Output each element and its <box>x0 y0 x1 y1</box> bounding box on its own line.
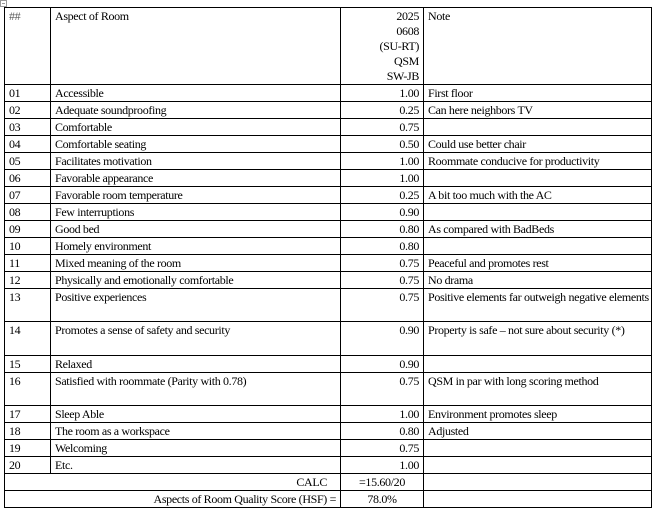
row-note <box>424 457 652 474</box>
header-aspect: Aspect of Room <box>51 8 341 85</box>
row-aspect: Homely environment <box>51 238 341 255</box>
header-note: Note <box>424 8 652 85</box>
table-row <box>5 221 652 238</box>
row-score: 0.25 <box>341 187 424 204</box>
row-score: 0.75 <box>341 440 424 457</box>
row-number: 13 <box>5 289 51 322</box>
row-aspect: Physically and emotionally comfortable <box>51 272 341 289</box>
table-row <box>5 406 652 423</box>
row-note: Can here neighbors TV <box>424 102 652 119</box>
table-row <box>5 356 652 373</box>
hsf-value: 78.0% <box>341 491 424 508</box>
row-note: Positive elements far outweigh negative elements <box>424 289 652 322</box>
row-score: 1.00 <box>341 153 424 170</box>
table-row <box>5 170 652 187</box>
calc-row <box>5 474 652 491</box>
table-row <box>5 238 652 255</box>
table-row <box>5 85 652 102</box>
row-aspect: Satisfied with roommate (Parity with 0.78) <box>51 373 341 406</box>
table-row <box>5 440 652 457</box>
row-note <box>424 119 652 136</box>
row-note: Environment promotes sleep <box>424 406 652 423</box>
table-row <box>5 119 652 136</box>
row-aspect: The room as a workspace <box>51 423 341 440</box>
row-score: 0.80 <box>341 221 424 238</box>
row-score: 0.75 <box>341 119 424 136</box>
row-score: 0.50 <box>341 136 424 153</box>
row-note: Could use better chair <box>424 136 652 153</box>
row-aspect: Relaxed <box>51 356 341 373</box>
table-row <box>5 322 652 356</box>
row-note: A bit too much with the AC <box>424 187 652 204</box>
row-aspect: Mixed meaning of the room <box>51 255 341 272</box>
row-note: Roommate conducive for productivity <box>424 153 652 170</box>
row-aspect: Favorable appearance <box>51 170 341 187</box>
row-aspect: Facilitates motivation <box>51 153 341 170</box>
row-note: Property is safe – not sure about security (*) <box>424 322 652 356</box>
row-aspect: Comfortable seating <box>51 136 341 153</box>
header-number: ## <box>5 8 51 85</box>
row-note <box>424 440 652 457</box>
calc-label: CALC <box>5 474 341 491</box>
calc-note <box>424 474 652 491</box>
table-row <box>5 255 652 272</box>
row-number: 01 <box>5 85 51 102</box>
header-score-line: 0608 <box>396 24 419 38</box>
row-score: 0.75 <box>341 255 424 272</box>
row-number: 04 <box>5 136 51 153</box>
row-aspect: Favorable room temperature <box>51 187 341 204</box>
row-number: 20 <box>5 457 51 474</box>
row-score: 0.90 <box>341 356 424 373</box>
row-number: 15 <box>5 356 51 373</box>
calc-value: =15.60/20 <box>341 474 424 491</box>
row-note: First floor <box>424 85 652 102</box>
row-score: 0.80 <box>341 238 424 255</box>
table-row <box>5 423 652 440</box>
row-number: 16 <box>5 373 51 406</box>
row-note: Adjusted <box>424 423 652 440</box>
row-number: 10 <box>5 238 51 255</box>
row-score: 0.75 <box>341 272 424 289</box>
row-number: 09 <box>5 221 51 238</box>
row-number: 08 <box>5 204 51 221</box>
row-score: 1.00 <box>341 170 424 187</box>
table-row <box>5 102 652 119</box>
row-score: 0.75 <box>341 373 424 406</box>
table-row <box>5 204 652 221</box>
row-aspect: Sleep Able <box>51 406 341 423</box>
row-number: 07 <box>5 187 51 204</box>
row-aspect: Good bed <box>51 221 341 238</box>
row-score: 0.75 <box>341 289 424 322</box>
row-number: 02 <box>5 102 51 119</box>
document-anchor-icon <box>0 0 7 7</box>
row-note: Peaceful and promotes rest <box>424 255 652 272</box>
row-score: 0.90 <box>341 322 424 356</box>
row-number: 05 <box>5 153 51 170</box>
row-note <box>424 204 652 221</box>
row-aspect: Welcoming <box>51 440 341 457</box>
row-note <box>424 356 652 373</box>
header-score-line: SW-JB <box>386 69 419 83</box>
room-quality-table <box>4 7 652 508</box>
row-score: 1.00 <box>341 457 424 474</box>
row-number: 17 <box>5 406 51 423</box>
row-note <box>424 170 652 187</box>
row-score: 1.00 <box>341 85 424 102</box>
row-number: 19 <box>5 440 51 457</box>
row-note: QSM in par with long scoring method <box>424 373 652 406</box>
header-score-line: 2025 <box>396 9 419 23</box>
hsf-row <box>5 491 652 508</box>
header-score-line: QSM <box>394 54 419 68</box>
row-number: 18 <box>5 423 51 440</box>
row-number: 03 <box>5 119 51 136</box>
row-number: 14 <box>5 322 51 356</box>
row-note <box>424 238 652 255</box>
row-note: No drama <box>424 272 652 289</box>
row-note: As compared with BadBeds <box>424 221 652 238</box>
row-aspect: Comfortable <box>51 119 341 136</box>
table-row <box>5 272 652 289</box>
table-row <box>5 187 652 204</box>
table-row <box>5 136 652 153</box>
row-aspect: Few interruptions <box>51 204 341 221</box>
header-score <box>341 8 424 85</box>
hsf-note <box>424 491 652 508</box>
row-aspect: Promotes a sense of safety and security <box>51 322 341 356</box>
table-row <box>5 457 652 474</box>
row-score: 0.25 <box>341 102 424 119</box>
table-row <box>5 373 652 406</box>
row-score: 0.90 <box>341 204 424 221</box>
hsf-label: Aspects of Room Quality Score (HSF) = <box>5 491 341 508</box>
row-aspect: Adequate soundproofing <box>51 102 341 119</box>
row-score: 0.80 <box>341 423 424 440</box>
row-aspect: Accessible <box>51 85 341 102</box>
row-aspect: Positive experiences <box>51 289 341 322</box>
table-header-row <box>5 8 652 85</box>
row-number: 12 <box>5 272 51 289</box>
header-score-line: (SU-RT) <box>379 39 419 53</box>
row-number: 06 <box>5 170 51 187</box>
table-row <box>5 153 652 170</box>
row-number: 11 <box>5 255 51 272</box>
table-row <box>5 289 652 322</box>
row-score: 1.00 <box>341 406 424 423</box>
row-aspect: Etc. <box>51 457 341 474</box>
